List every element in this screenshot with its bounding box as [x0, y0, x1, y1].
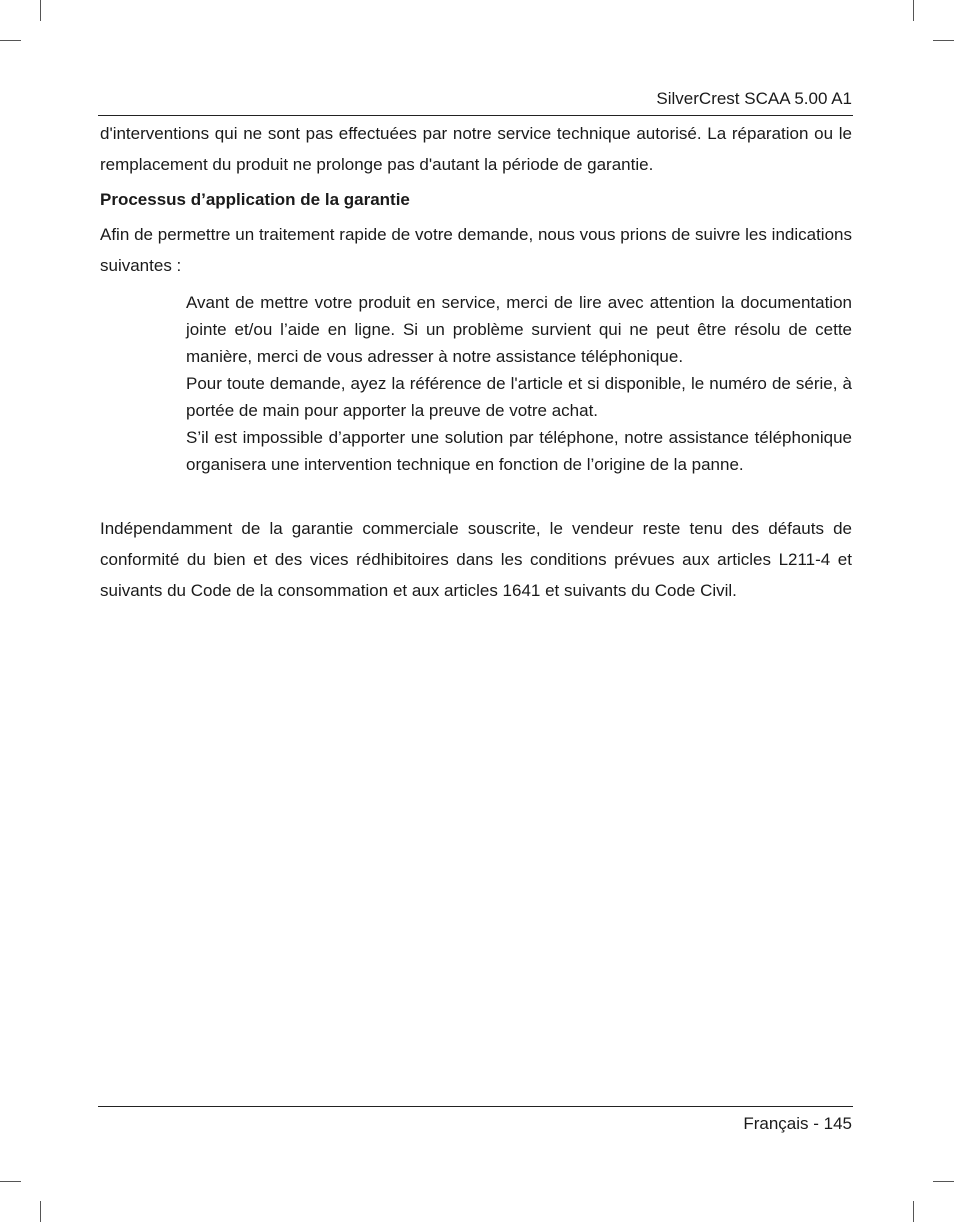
crop-mark	[0, 1181, 21, 1182]
crop-mark	[913, 0, 914, 21]
crop-mark	[933, 1181, 954, 1182]
instruction-list	[186, 289, 852, 478]
page-content	[100, 118, 852, 606]
closing-paragraph: Indépendamment de la garantie commerciale souscrite, le vendeur reste tenu des défauts de conformité du bien et des vices rédhibitoires dans les conditions prévues aux articles L211-4 et suivants du Code de la consommation et aux articles 1641 et suivants du Code Civil.	[100, 519, 852, 600]
footer-rule	[98, 1106, 853, 1107]
instruction-item: Pour toute demande, ayez la référence de l'article et si disponible, le numéro de série, à portée de main pour apporter la preuve de votre achat.	[186, 374, 852, 420]
crop-mark	[40, 1201, 41, 1222]
crop-mark	[933, 40, 954, 41]
instruction-item: Avant de mettre votre produit en service, merci de lire avec attention la documentation jointe et/ou l’aide en ligne. Si un problème survient qui ne peut être résolu de cette manière, merci de vous adresser à notre assistance téléphonique.	[186, 293, 852, 366]
section-heading: Processus d’application de la garantie	[100, 190, 410, 209]
header-product-title: SilverCrest SCAA 5.00 A1	[656, 89, 852, 108]
intro-paragraph: Afin de permettre un traitement rapide de votre demande, nous vous prions de suivre les indications suivantes :	[100, 225, 852, 275]
header-rule	[98, 115, 853, 116]
page-number: Français - 145	[743, 1114, 852, 1133]
crop-mark	[0, 40, 21, 41]
instruction-item: S’il est impossible d’apporter une solution par téléphone, notre assistance téléphonique organisera une intervention technique en fonction de l’origine de la panne.	[186, 428, 852, 474]
crop-mark	[40, 0, 41, 21]
continuation-paragraph: d'interventions qui ne sont pas effectuées par notre service technique autorisé. La réparation ou le remplacement du produit ne prolonge pas d'autant la période de garantie.	[100, 124, 852, 174]
crop-mark	[913, 1201, 914, 1222]
